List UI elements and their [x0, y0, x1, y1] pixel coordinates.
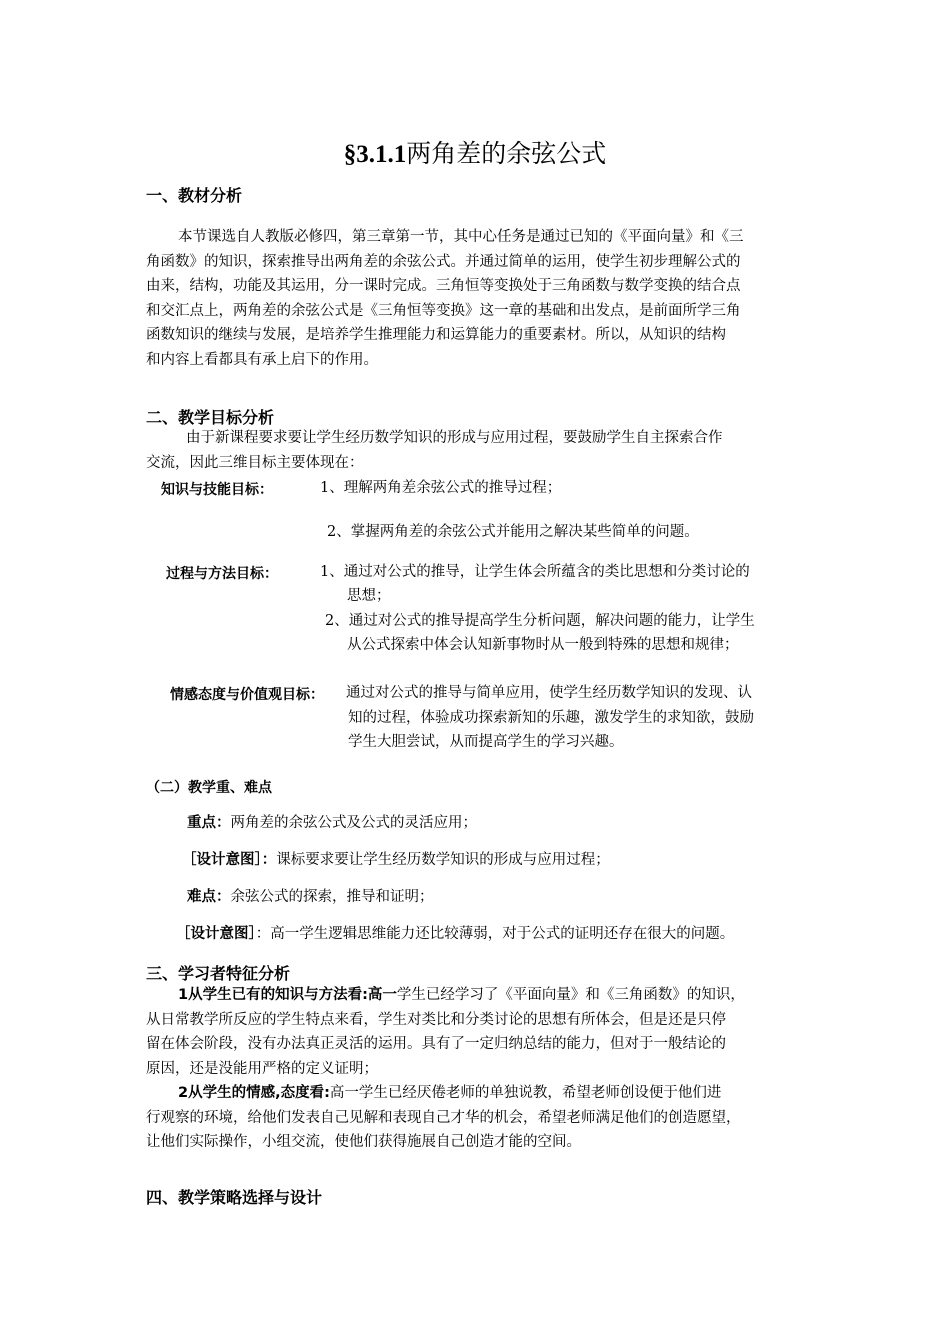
design-intent-2-label: ［设计意图］: [176, 926, 256, 942]
learner-attitude-label: 2从学生的情感,态度看:: [178, 1085, 330, 1101]
heading-key-difficult: （二）教学重、难点: [146, 780, 272, 796]
key-point-line: [187, 811, 477, 836]
design-intent-1-text: 课标要求要让学生经历数学知识的形成与应用过程；: [276, 852, 610, 868]
text-line: 角函数》的知识，探索推导出两角差的余弦公式。并通过简单的运用，使学生初步理解公式的: [146, 253, 741, 270]
text-line: [146, 1081, 806, 1106]
learner-attitude-text: 高一学生已经厌倦老师的单独说教，希望老师创设便于他们进: [329, 1085, 722, 1101]
text-line: 由来，结构，功能及其运用，分一课时完成。三角恒等变换处于三角函数与数学变换的结合点: [146, 278, 741, 294]
heading-textbook-analysis: 一、教材分析: [146, 186, 243, 205]
text-line: 原因，还是没能用严格的定义证明；: [146, 1060, 378, 1077]
label-emotion-values: 情感态度与价值观目标：: [170, 687, 324, 703]
label-process-methods: 过程与方法目标：: [166, 566, 278, 582]
text-line: [146, 983, 806, 1008]
label-knowledge-skills: 知识与技能目标：: [161, 482, 273, 498]
objective-process-2a: 2、通过对公式的推导提高学生分析问题，解决问题的能力，让学生: [325, 613, 755, 629]
text-line: 交流，因此三维目标主要体现在：: [146, 454, 364, 471]
heading-strategy: 四、教学策略选择与设计: [146, 1188, 323, 1207]
title-section-number: §3.1.1: [343, 141, 407, 168]
objective-knowledge-1: 1、理解两角差余弦公式的推导过程；: [320, 480, 562, 496]
objective-emotion-3: 学生大胆尝试，从而提高学生的学习兴趣。: [348, 734, 624, 750]
design-intent-2: [176, 922, 734, 947]
difficult-point-line: [187, 885, 434, 910]
design-intent-2-text: ：高一学生逻辑思维能力还比较薄弱，对于公式的证明还存在很大的问题。: [255, 926, 735, 942]
objective-knowledge-2: 2、掌握两角差的余弦公式并能用之解决某些简单的问题。: [327, 524, 699, 540]
title-text: 两角差的余弦公式: [406, 139, 607, 168]
text-line: 和内容上看都具有承上启下的作用。: [146, 351, 378, 368]
text-line: 本节课选自人教版必修四，第三章第一节，其中心任务是通过已知的《平面向量》和《三: [178, 229, 744, 245]
difficult-point-text: 余弦公式的探索，推导和证明；: [230, 889, 434, 905]
design-intent-1: [182, 848, 610, 873]
paragraph-learner-knowledge: [146, 983, 806, 1081]
paragraph-textbook-analysis: [146, 225, 806, 372]
learner-knowledge-text: 学生已经学习了《平面向量》和《三角函数》的知识，: [396, 987, 745, 1003]
text-line: 从日常教学所反应的学生特点来看，学生对类比和分类讨论的思想有所体会，但是还是只停: [146, 1011, 726, 1028]
heading-objectives: 二、教学目标分析: [146, 408, 275, 427]
text-line: 和交汇点上，两角差的余弦公式是《三角恒等变换》这一章的基础和出发点，是前面所学三角: [146, 302, 741, 319]
heading-learner-analysis: 三、学习者特征分析: [146, 964, 291, 983]
text-line: 函数知识的继续与发展，是培养学生推理能力和运算能力的重要素材。所以，从知识的结构: [146, 327, 726, 343]
text-line: 由于新课程要求要让学生经历数学知识的形成与应用过程，要鼓励学生自主探索合作: [186, 430, 723, 446]
objective-process-1a: 1、通过对公式的推导，让学生体会所蕴含的类比思想和分类讨论的: [320, 564, 750, 580]
objective-emotion-1: 通过对公式的推导与简单应用，使学生经历数学知识的发现、认: [346, 685, 752, 701]
learner-knowledge-label: 1从学生已有的知识与方法看:高一: [178, 987, 397, 1003]
text-line: 留在体会阶段，没有办法真正灵活的运用。具有了一定归纳总结的能力，但对于一般结论的: [146, 1036, 726, 1052]
text-line: 让他们实际操作，小组交流，使他们获得施展自己创造才能的空间。: [146, 1134, 581, 1150]
objective-process-1b: 思想；: [347, 588, 391, 604]
difficult-point-label: 难点：: [187, 889, 231, 905]
page-title: [0, 134, 950, 170]
key-point-text: 两角差的余弦公式及公式的灵活应用；: [230, 815, 477, 831]
design-intent-1-label: ［设计意图］：: [182, 852, 277, 868]
objective-emotion-2: 知的过程，体验成功探索新知的乐趣，激发学生的求知欲，鼓励: [348, 710, 754, 726]
key-point-label: 重点：: [187, 815, 231, 831]
paragraph-learner-attitude: [146, 1081, 806, 1155]
objective-process-2b: 从公式探索中体会认知新事物时从一般到特殊的思想和规律；: [347, 637, 739, 653]
paragraph-objectives-intro: [146, 426, 806, 475]
text-line: 行观察的环境，给他们发表自己见解和表现自己才华的机会，希望老师满足他们的创造愿望，: [146, 1109, 741, 1126]
